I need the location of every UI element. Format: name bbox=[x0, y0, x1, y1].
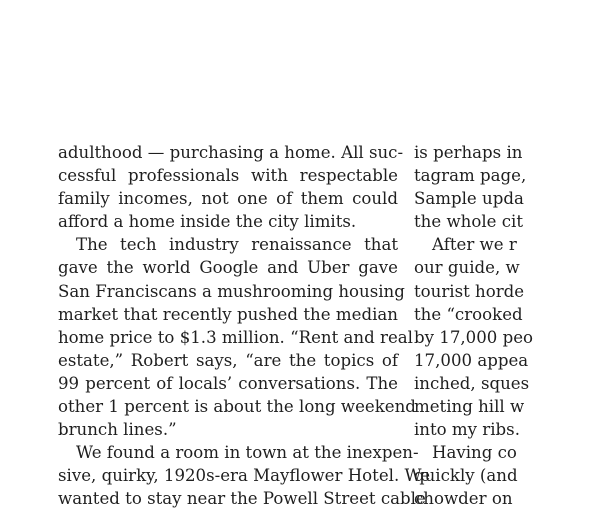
text-line: into my ribs. bbox=[414, 420, 520, 440]
text-line: wanted to stay near the Powell Street cable bbox=[58, 489, 426, 509]
paragraph-start-line: The tech industry renaissance that bbox=[76, 235, 398, 255]
paragraph-start-line: We found a room in town at the inexpen- bbox=[76, 443, 419, 463]
text-line: by 17,000 peo bbox=[414, 327, 534, 347]
text-line: 99 percent of locals’ conversations. The bbox=[58, 373, 398, 393]
paragraph-start-line: After we r bbox=[432, 235, 517, 255]
text-line: family incomes, not one of them could bbox=[58, 189, 398, 209]
text-line: home price to $1.3 million. “Rent and real bbox=[58, 327, 413, 347]
paragraph-start-line: Having co bbox=[432, 443, 517, 463]
text-line: meting hill w bbox=[414, 397, 525, 417]
text-line: other 1 percent is about the long weekend bbox=[58, 397, 416, 417]
text-line: brunch lines.” bbox=[58, 420, 177, 440]
text-line: gave the world Google and Uber gave bbox=[58, 258, 398, 278]
text-line: afford a home inside the city limits. bbox=[58, 212, 357, 232]
left-text-column bbox=[58, 141, 431, 511]
text-line: estate,” Robert says, “are the topics of bbox=[58, 350, 398, 370]
text-line: cessful professionals with respectable bbox=[58, 166, 398, 186]
text-line: San Franciscans a mushrooming housing bbox=[58, 281, 405, 301]
text-line: Sample upda bbox=[414, 189, 524, 209]
text-line: sive, quirky, 1920s-era Mayflower Hotel. We bbox=[58, 466, 431, 486]
text-line: the “crooked bbox=[414, 304, 523, 324]
text-line: quickly (and bbox=[414, 466, 518, 486]
text-line: chowder on bbox=[414, 489, 513, 509]
text-line: 17,000 appea bbox=[414, 350, 529, 370]
text-line: tourist horde bbox=[414, 281, 525, 301]
text-line: is perhaps in bbox=[414, 143, 523, 162]
text-line: the whole cit bbox=[414, 212, 524, 232]
text-line: tagram page, bbox=[414, 166, 527, 186]
right-text-column bbox=[414, 141, 614, 511]
text-line: our guide, w bbox=[414, 258, 520, 278]
text-line: inched, sques bbox=[414, 373, 530, 393]
text-line: market that recently pushed the median bbox=[58, 304, 398, 324]
text-line: adulthood — purchasing a home. All suc- bbox=[58, 143, 404, 162]
